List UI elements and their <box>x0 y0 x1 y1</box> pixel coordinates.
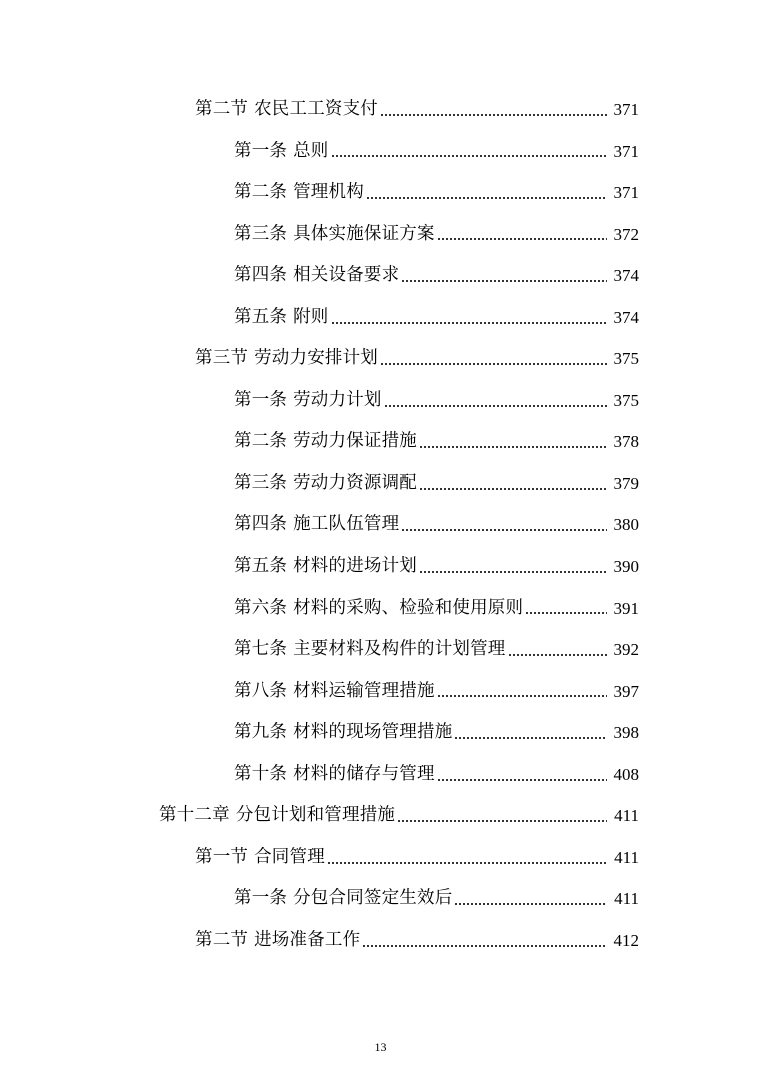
toc-entry-text: 主要材料及构件的计划管理 <box>293 639 506 660</box>
toc-entry-page: 374 <box>613 307 639 327</box>
toc-entry-number: 第六条 <box>234 597 288 618</box>
toc-entry[interactable] <box>0 421 761 463</box>
dot-leader <box>327 861 607 865</box>
toc-entry-number: 第十条 <box>234 763 288 784</box>
dot-leader <box>419 487 607 491</box>
toc-entry-number: 第五条 <box>234 556 288 577</box>
toc-entry[interactable] <box>0 214 761 256</box>
toc-entry-page: 374 <box>613 266 639 286</box>
toc-entry-page: 372 <box>613 224 639 244</box>
toc-entry-title <box>234 588 523 630</box>
toc-entry-text: 农民工工资支付 <box>254 99 379 119</box>
dot-leader <box>437 237 607 241</box>
toc-entry-number: 第四条 <box>234 265 288 286</box>
toc-entry-page: 375 <box>613 390 639 410</box>
toc-entry-text: 总则 <box>293 140 329 161</box>
toc-entry-text: 材料的进场计划 <box>293 556 418 577</box>
toc-entry-page: 390 <box>613 557 639 577</box>
toc-entry-page: 411 <box>614 889 639 909</box>
toc-entry[interactable] <box>0 878 761 920</box>
toc-entry[interactable] <box>0 754 761 796</box>
toc-entry-text: 材料的采购、检验和使用原则 <box>293 597 524 618</box>
dot-leader <box>437 778 607 782</box>
toc-entry-page: 392 <box>613 640 639 660</box>
dot-leader <box>401 279 607 283</box>
dot-leader <box>331 154 607 158</box>
toc-entry[interactable] <box>0 504 761 546</box>
toc-entry-title <box>195 89 378 131</box>
toc-entry-number: 第三节 <box>195 348 249 369</box>
toc-entry-title <box>195 338 378 380</box>
toc-entry-title <box>234 463 417 505</box>
dot-leader <box>380 113 607 117</box>
toc-entry-number: 第一条 <box>234 389 288 410</box>
toc-entry-page: 397 <box>613 681 639 701</box>
toc-entry-number: 第二条 <box>234 182 288 203</box>
toc-entry-text: 劳动力计划 <box>293 389 382 410</box>
toc-entry[interactable] <box>0 671 761 713</box>
toc-entry-text: 分包合同签定生效后 <box>293 888 453 909</box>
toc-entry-title <box>234 255 399 297</box>
toc-entry-page: 371 <box>613 100 639 119</box>
toc-entry-number: 第二条 <box>234 431 288 452</box>
toc-entry-title <box>234 629 506 671</box>
toc-entry-text: 具体实施保证方案 <box>293 223 435 244</box>
toc-entry-page: 371 <box>613 141 639 161</box>
dot-leader <box>380 362 607 366</box>
toc-entry-text: 合同管理 <box>254 846 325 867</box>
table-of-contents <box>0 89 761 961</box>
toc-entry[interactable] <box>0 712 761 754</box>
toc-entry-number: 第二节 <box>195 99 249 119</box>
dot-leader <box>525 611 607 615</box>
toc-entry-page: 412 <box>613 930 639 950</box>
toc-entry-number: 第十二章 <box>159 805 230 826</box>
toc-entry[interactable] <box>0 380 761 422</box>
toc-entry[interactable] <box>0 297 761 339</box>
toc-entry[interactable] <box>0 463 761 505</box>
dot-leader <box>366 196 607 200</box>
toc-entry-page: 380 <box>613 515 639 535</box>
toc-entry-title <box>234 297 329 339</box>
toc-entry-page: 391 <box>613 598 639 618</box>
toc-entry[interactable] <box>0 588 761 630</box>
toc-entry-number: 第一条 <box>234 140 288 161</box>
toc-entry-title <box>234 172 364 214</box>
toc-entry-text: 施工队伍管理 <box>293 514 400 535</box>
dot-leader <box>437 694 607 698</box>
toc-entry-text: 劳动力保证措施 <box>293 431 418 452</box>
toc-entry-text: 材料的储存与管理 <box>293 763 435 784</box>
page-number: 13 <box>374 1040 387 1054</box>
toc-entry-title <box>195 837 325 879</box>
toc-entry-number: 第七条 <box>234 639 288 660</box>
dot-leader <box>401 528 607 532</box>
dot-leader <box>384 404 607 408</box>
toc-entry-text: 管理机构 <box>293 182 364 203</box>
toc-entry-page: 378 <box>613 432 639 452</box>
dot-leader <box>362 944 607 948</box>
toc-entry[interactable] <box>0 172 761 214</box>
toc-entry-number: 第三条 <box>234 223 288 244</box>
toc-entry-number: 第八条 <box>234 680 288 701</box>
toc-entry-number: 第四条 <box>234 514 288 535</box>
dot-leader <box>508 653 607 657</box>
toc-entry-text: 进场准备工作 <box>254 929 361 950</box>
toc-entry-text: 劳动力资源调配 <box>293 472 418 493</box>
toc-entry-text: 劳动力安排计划 <box>254 348 379 369</box>
toc-entry-number: 第一节 <box>195 846 249 867</box>
toc-entry-title <box>234 131 329 173</box>
dot-leader <box>419 570 607 574</box>
dot-leader <box>419 445 607 449</box>
toc-entry-title <box>234 421 417 463</box>
toc-entry-page: 375 <box>613 349 639 369</box>
toc-entry-title <box>234 546 417 588</box>
toc-entry-title <box>159 795 395 837</box>
toc-entry-text: 材料的现场管理措施 <box>293 722 453 743</box>
toc-entry[interactable] <box>0 338 761 380</box>
toc-entry-page: 371 <box>613 183 639 203</box>
toc-entry[interactable] <box>0 546 761 588</box>
toc-entry-number: 第二节 <box>195 929 249 950</box>
toc-entry-number: 第一条 <box>234 888 288 909</box>
toc-entry-title <box>195 920 360 962</box>
toc-entry-title <box>234 712 452 754</box>
toc-entry[interactable] <box>0 629 761 671</box>
dot-leader <box>454 902 607 906</box>
toc-entry-page: 398 <box>613 723 639 743</box>
dot-leader <box>454 736 607 740</box>
toc-entry-text: 材料运输管理措施 <box>293 680 435 701</box>
toc-entry-title <box>234 214 435 256</box>
toc-entry[interactable] <box>0 131 761 173</box>
toc-entry-text: 相关设备要求 <box>293 265 400 286</box>
toc-entry[interactable] <box>0 795 761 837</box>
toc-entry-number: 第九条 <box>234 722 288 743</box>
dot-leader <box>331 321 607 325</box>
toc-entry-number: 第五条 <box>234 306 288 327</box>
toc-entry[interactable] <box>0 255 761 297</box>
toc-entry-title <box>234 380 382 422</box>
toc-entry[interactable] <box>0 920 761 962</box>
toc-entry-title <box>234 878 452 920</box>
dot-leader <box>397 819 607 823</box>
toc-entry-text: 分包计划和管理措施 <box>235 805 396 826</box>
toc-entry-title <box>234 504 399 546</box>
toc-entry-page: 379 <box>613 473 639 493</box>
toc-entry[interactable] <box>0 89 761 131</box>
toc-entry-number: 第三条 <box>234 472 288 493</box>
toc-entry-page: 411 <box>614 847 639 867</box>
toc-entry[interactable] <box>0 837 761 879</box>
toc-entry-text: 附则 <box>293 306 329 327</box>
toc-entry-page: 408 <box>613 764 639 784</box>
toc-entry-title <box>234 754 435 796</box>
toc-entry-page: 411 <box>614 806 639 826</box>
toc-entry-title <box>234 671 435 713</box>
